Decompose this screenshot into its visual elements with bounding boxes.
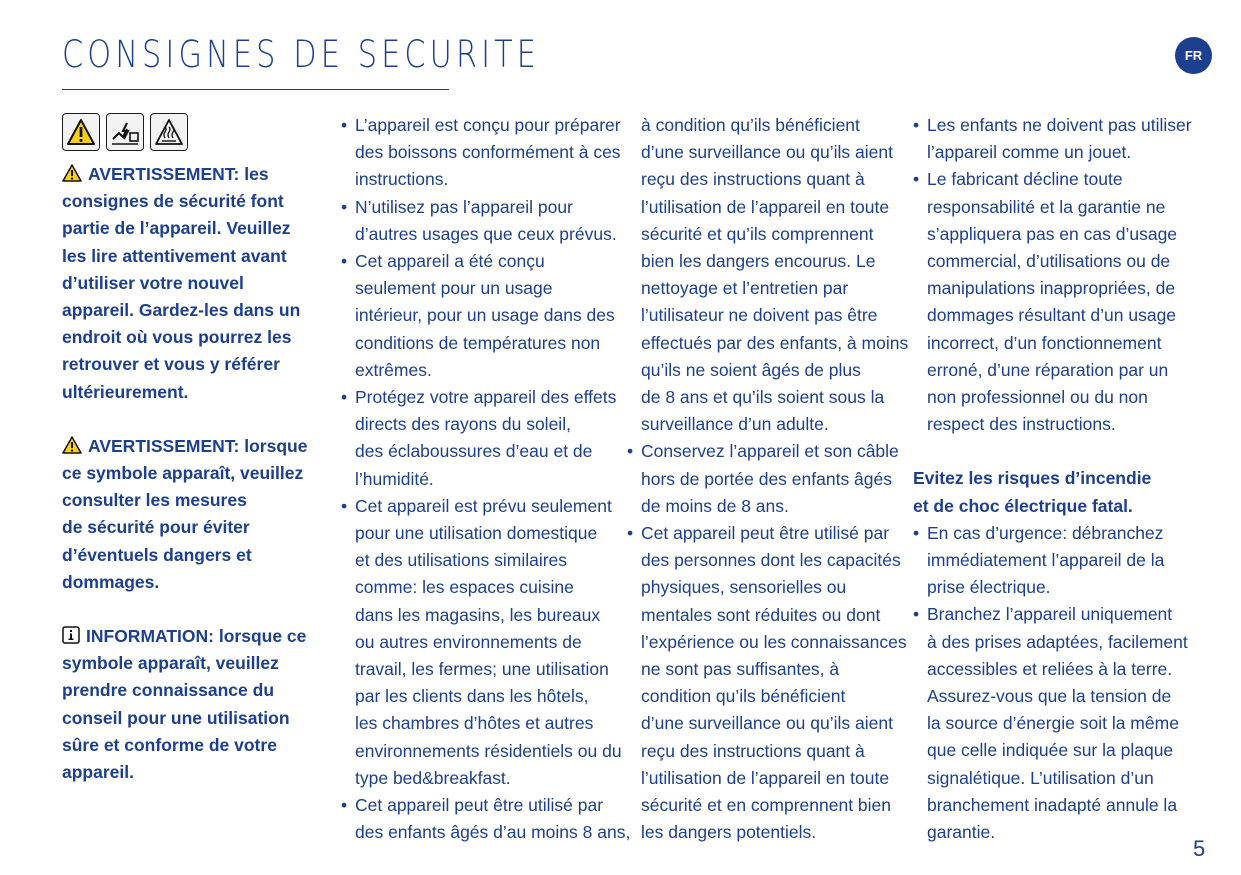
text-line: Evitez les risques d’incendie [913,468,1152,489]
warning-line: appareil. Gardez-les dans un [62,300,301,321]
text-line: surveillance d’un adulte. [641,414,829,435]
warning-line: d’éventuels dangers et [62,544,252,565]
text-line: hors de portée des enfants âgés [641,468,893,489]
warning-line: ultérieurement. [62,381,189,402]
text-line: s’appliquera pas en cas d’usage [927,223,1178,244]
instructions-column-1 [341,112,631,846]
text-line: de moins de 8 ans. [641,495,789,516]
text-line: garantie. [927,822,996,843]
text-line: des enfants âgés d’au moins 8 ans, [355,822,631,843]
text-line: • Cet appareil peut être utilisé par [355,795,604,816]
text-line: des personnes dont les capacités [641,550,901,571]
text-line: pour une utilisation domestique [355,523,598,544]
warning-triangle-icon [62,164,82,182]
text-line: sécurité et qu’ils comprennent [641,223,874,244]
text-line: de 8 ans et qu’ils soient sous la [641,387,885,408]
list-item [341,493,621,792]
text-line: conditions de températures non [355,332,601,353]
list-item [341,112,621,194]
hot-surface-icon [150,113,188,151]
text-line: l’utilisateur ne doivent pas être [641,305,878,326]
text-line: l’humidité. [355,468,434,489]
instructions-list-4 [913,520,1188,846]
text-line: d’une surveillance ou qu’ils aient [641,142,893,163]
warning-line: ce symbole apparaît, veuillez [62,463,304,484]
text-line: • Cet appareil peut être utilisé par [641,523,890,544]
warning-line: consulter les mesures [62,490,247,511]
text-line: erroné, d’une réparation par un [927,359,1169,380]
text-line: ou autres environnements de [355,631,582,652]
text-line: type bed&breakfast. [355,767,511,788]
warning-line: les lire attentivement avant [62,245,287,266]
text-line: sécurité et en comprennent bien [641,795,892,816]
warning-line: conseil pour une utilisation [62,707,290,728]
electric-shock-icon [106,113,144,151]
text-line: travail, les fermes; une utilisation [355,659,609,680]
list-item [341,792,631,846]
text-line: commercial, d’utilisations ou de [927,251,1171,272]
warning-line: de sécurité pour éviter [62,517,250,538]
warning-symbol [62,433,328,596]
list-item [913,520,1183,602]
text-line: condition qu’ils bénéficient [641,686,846,707]
warning-triangle-icon [62,436,82,454]
text-line: • Cet appareil a été conçu [355,251,545,272]
warning-line: endroit où vous pourrez les [62,327,292,348]
text-line: d’autres usages que ceux prévus. [355,223,617,244]
warning-line: d’utiliser votre nouvel [62,272,244,293]
text-line: comme: les espaces cuisine [355,577,574,598]
text-line: par les clients dans les hôtels, [355,686,589,707]
warning-triangle-icon [62,113,100,151]
text-line: • Le fabricant décline toute [927,169,1123,190]
text-line: extrêmes. [355,359,432,380]
text-line: que celle indiquée sur la plaque [927,740,1174,761]
text-line: des éclaboussures d’eau et de [355,441,593,462]
information-symbol [62,623,328,786]
text-line: reçu des instructions quant à [641,169,865,190]
safety-icon-row [62,113,188,151]
text-line: prise électrique. [927,577,1051,598]
text-line: ne sont pas suffisantes, à [641,659,840,680]
text-line: • Les enfants ne doivent pas utiliser [927,115,1192,135]
list-item [341,248,621,384]
text-line: à des prises adaptées, facilement [927,631,1188,652]
list-item [341,194,621,248]
text-line: respect des instructions. [927,414,1116,435]
warning-line: AVERTISSEMENT: lorsque [88,435,308,456]
text-line: à condition qu’ils bénéficient [641,115,860,135]
warning-line: sûre et conforme de votre [62,734,277,755]
text-line: reçu des instructions quant à [641,740,865,761]
text-line: directs des rayons du soleil, [355,414,571,435]
text-line: accessibles et reliées à la terre. [927,658,1173,679]
fire-shock-heading [913,465,1183,519]
text-line: immédiatement l’appareil de la [927,550,1165,571]
text-line: les dangers potentiels. [641,822,817,843]
text-line: et de choc électrique fatal. [913,495,1133,516]
text-line: les chambres d’hôtes et autres [355,713,594,734]
instructions-column-3 [913,112,1192,846]
instructions-list-3 [913,112,1192,438]
warning-line: prendre connaissance du [62,680,275,701]
text-line: intérieur, pour un usage dans des [355,305,615,326]
text-line: signalétique. L’utilisation d’un [927,767,1154,788]
warning-line: INFORMATION: lorsque ce [86,626,307,647]
text-line: non professionnel ou du non [927,387,1148,408]
text-line: • Protégez votre appareil des effets [355,387,617,408]
warning-line: dommages. [62,571,160,592]
warning-general [62,161,328,406]
list-item [627,438,907,520]
list-item [627,520,907,846]
text-line: environnements résidentiels ou du [355,740,622,761]
instructions-list-2 [627,438,907,846]
text-line: l’utilisation de l’appareil en toute [641,767,890,788]
text-line: dans les magasins, les bureaux [355,604,601,625]
text-line: Assurez-vous que la tension de [927,686,1172,707]
list-item [913,601,1188,846]
text-line: • En cas d’urgence: débranchez [927,522,1164,543]
title-underline [62,89,449,90]
list-item [913,112,1192,166]
instructions-list-1 [341,112,631,846]
warning-line: symbole apparaît, veuillez [62,653,279,674]
text-line: mentales sont réduites ou dont [641,604,881,625]
page-number: 5 [1193,836,1206,861]
list-item [341,384,621,493]
text-line: l’expérience ou les connaissances [641,631,907,652]
text-line: bien les dangers encourus. Le [641,251,876,272]
text-line: • L’appareil est conçu pour préparer [355,115,621,135]
warning-line: appareil. [62,762,134,783]
warning-line: AVERTISSEMENT: les [88,164,269,184]
text-line: seulement pour un usage [355,278,553,299]
text-line: la source d’énergie soit la même [927,713,1179,734]
warning-column [62,161,328,813]
text-line: branchement inadapté annule la [927,794,1178,815]
page-title: CONSIGNES DE SECURITE [62,33,541,76]
text-line: nettoyage et l’entretien par [641,278,849,299]
warning-line: retrouver et vous y référer [62,354,280,375]
text-line: incorrect, d’un fonctionnement [927,332,1162,353]
text-line: responsabilité et la garantie ne [927,196,1166,217]
text-line: dommages résultant d’un usage [927,305,1177,326]
info-icon [62,626,80,644]
instructions-column-2 [627,112,907,846]
text-line: physiques, sensorielles ou [641,577,847,598]
text-line: l’utilisation de l’appareil en toute [641,196,890,217]
text-line: d’une surveillance ou qu’ils aient [641,713,893,734]
warning-line: consignes de sécurité font [62,191,284,212]
text-line: des boissons conformément à ces [355,142,621,163]
text-line: • Conservez l’appareil et son câble [641,441,899,462]
text-line: • N’utilisez pas l’appareil pour [355,196,573,217]
text-line: • Cet appareil est prévu seulement [355,495,612,516]
continuation-paragraph [627,112,907,438]
text-line: manipulations inappropriées, de [927,278,1176,299]
text-line: • Branchez l’appareil uniquement [927,604,1173,625]
list-item [913,166,1183,438]
text-line: l’appareil comme un jouet. [927,142,1132,163]
text-line: effectués par des enfants, à moins [641,332,909,353]
language-badge: FR [1175,37,1212,74]
text-line: instructions. [355,169,449,190]
warning-line: partie de l’appareil. Veuillez [62,218,291,239]
text-line: qu’ils ne soient âgés de plus [641,359,861,380]
text-line: et des utilisations similaires [355,550,568,571]
